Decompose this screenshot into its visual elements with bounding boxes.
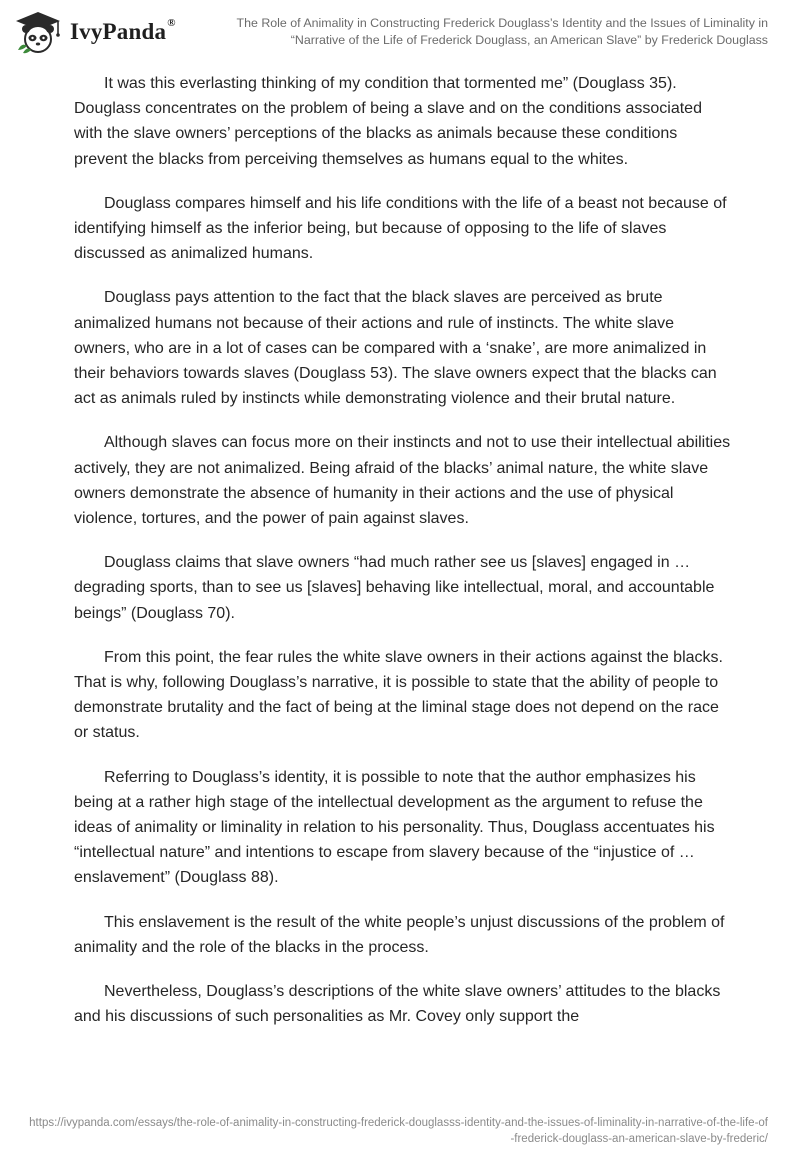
- paragraph: Although slaves can focus more on their instincts and not to use their intellectual abilities actively, they are not animalized. Being afraid of the blacks’ animal nature, the white slave owners demonstrate the absence of humanity in their actions and the use of physical violence, tortures, and the power of pain against slaves.: [74, 434, 731, 528]
- paragraph: Douglass claims that slave owners “had much rather see us [slaves] engaged in … degrading sports, than to see us [slaves] behaving like intellectual, moral, and accountable beings” (Douglass 70).: [74, 554, 715, 622]
- document-title: [208, 15, 768, 49]
- paragraph: Nevertheless, Douglass’s descriptions of the white slave owners’ attitudes to the blacks and his discussions of such personalities as Mr. Covey only support the: [74, 983, 721, 1026]
- source-url[interactable]: https://ivypanda.com/essays/the-role-of-animality-in-constructing-frederick-douglasss-identity-and-the-issues-of-liminality-in-narrative-of-the-life-of-frederick-douglass-an-american-slave-by-frederic/: [29, 1117, 768, 1145]
- ivypanda-logo[interactable]: [14, 10, 176, 54]
- panda-graduate-icon: [14, 10, 62, 54]
- brand-name: IvyPanda®: [70, 17, 176, 44]
- document-title-line-2: “Narrative of the Life of Frederick Douglass, an American Slave” by Frederick Douglass: [290, 33, 768, 47]
- essay-body: [74, 71, 734, 1049]
- paragraph: Douglass compares himself and his life conditions with the life of a beast not because of identifying himself as the inferior being, but because of opposing to the life of slaves discussed as animalized humans.: [74, 194, 727, 263]
- paragraph: From this point, the fear rules the white slave owners in their actions against the blacks. That is why, following Douglass’s narrative, it is possible to state that the ability of people to demonstrate brutality and the fact of being at the liminal stage does not depend on the race or status.: [74, 648, 723, 742]
- paragraph: Referring to Douglass’s identity, it is possible to note that the author emphasizes his being at a rather high stage of the intellectual development as the argument to refuse the ideas of animality or liminality in relation to his personality. Thus, Douglass accentuates his “intellectual nature” and intentions to escape from slavery because of the “injustice of … enslavement” (Douglass 88).: [74, 768, 715, 887]
- document-title-line-1: The Role of Animality in Constructing Frederick Douglass’s Identity and the Issues of Liminality in: [236, 16, 768, 30]
- paragraph: This enslavement is the result of the white people’s unjust discussions of the problem of animality and the role of the blacks in the process.: [74, 913, 725, 956]
- paragraph: Douglass pays attention to the fact that the black slaves are perceived as brute animalized humans not because of their actions and rule of instincts. The white slave owners, who are in a lot of cases can be compared with a ‘snake’, are more animalized in their behaviors towards slaves (Douglass 53). The slave owners expect that the blacks can act as animals ruled by instincts while demonstrating violence and their brutal nature.: [74, 289, 717, 408]
- paragraph: It was this everlasting thinking of my condition that tormented me” (Douglass 35). Douglass concentrates on the problem of being a slave and on the conditions associated with the slave owners’ perceptions of the blacks as animals because these conditions prevent the blacks from perceiving themselves as humans equal to the whites.: [74, 75, 702, 168]
- page-header: [0, 0, 800, 60]
